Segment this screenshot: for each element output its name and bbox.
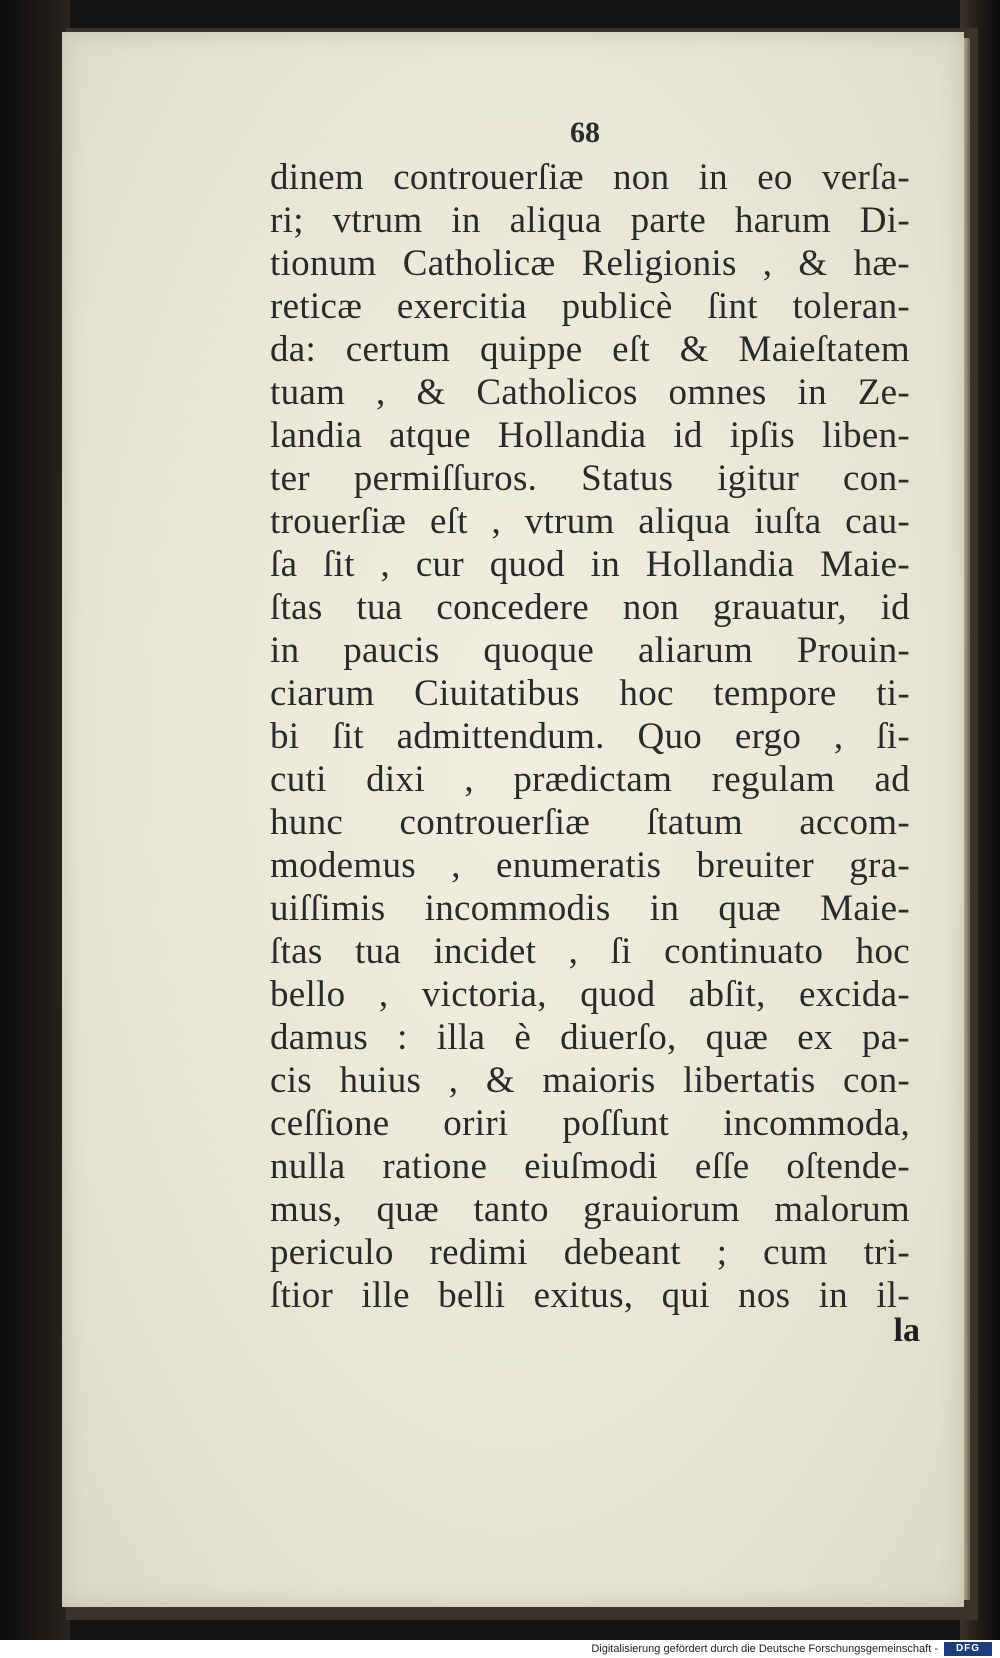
text-line: mus, quæ tanto grauiorum malorum <box>270 1189 910 1230</box>
text-line: trouerſiæ eſt , vtrum aliqua iuſta cau- <box>270 501 910 542</box>
text-line: ſa ſit , cur quod in Hollandia Maie- <box>270 544 910 585</box>
text-line: in paucis quoque aliarum Prouin- <box>270 630 910 671</box>
text-line: modemus , enumeratis breuiter gra- <box>270 845 910 886</box>
text-line: reticæ exercitia publicè ſint toleran- <box>270 286 910 327</box>
text-line: ri; vtrum in aliqua parte harum Di- <box>270 200 910 241</box>
text-line: ceſſione oriri poſſunt incommoda, <box>270 1103 910 1144</box>
text-line: bello , victoria, quod abſit, excida- <box>270 974 910 1015</box>
dfg-logo: DFG <box>944 1642 992 1656</box>
text-line: bi ſit admittendum. Quo ergo , ſi- <box>270 716 910 757</box>
text-line: ſtas tua concedere non grauatur, id <box>270 587 910 628</box>
text-line: nulla ratione eiuſmodi eſſe oſtende- <box>270 1146 910 1187</box>
funding-credit: Digitalisierung gefördert durch die Deutsche Forschungsgemeinschaft - <box>591 1643 938 1655</box>
text-line: da: certum quippe eſt & Maieſtatem <box>270 329 910 370</box>
scanner-backdrop-left <box>0 0 70 1658</box>
text-line: dinem controuerſiæ non in eo verſa- <box>270 157 910 198</box>
text-line: periculo redimi debeant ; cum tri- <box>270 1232 910 1273</box>
text-line: cis huius , & maioris libertatis con- <box>270 1060 910 1101</box>
text-line: hunc controuerſiæ ſtatum accom- <box>270 802 910 843</box>
text-line: ter permiſſuros. Status igitur con- <box>270 458 910 499</box>
text-line: uiſſimis incommodis in quæ Maie- <box>270 888 910 929</box>
page-number: 68 <box>570 116 600 149</box>
catchword: la <box>893 1312 920 1349</box>
text-line: ciarum Ciuitatibus hoc tempore ti- <box>270 673 910 714</box>
text-line: damus : illa è diuerſo, quæ ex pa- <box>270 1017 910 1058</box>
text-line: landia atque Hollandia id ipſis liben- <box>270 415 910 456</box>
text-line: ſtas tua incidet , ſi continuato hoc <box>270 931 910 972</box>
text-line: ſtior ille belli exitus, qui nos in il- <box>270 1275 910 1316</box>
text-line: cuti dixi , prædictam regulam ad <box>270 759 910 800</box>
text-line: tuam , & Catholicos omnes in Ze- <box>270 372 910 413</box>
body-text <box>270 156 910 1317</box>
text-line: tionum Catholicæ Religionis , & hæ- <box>270 243 910 284</box>
